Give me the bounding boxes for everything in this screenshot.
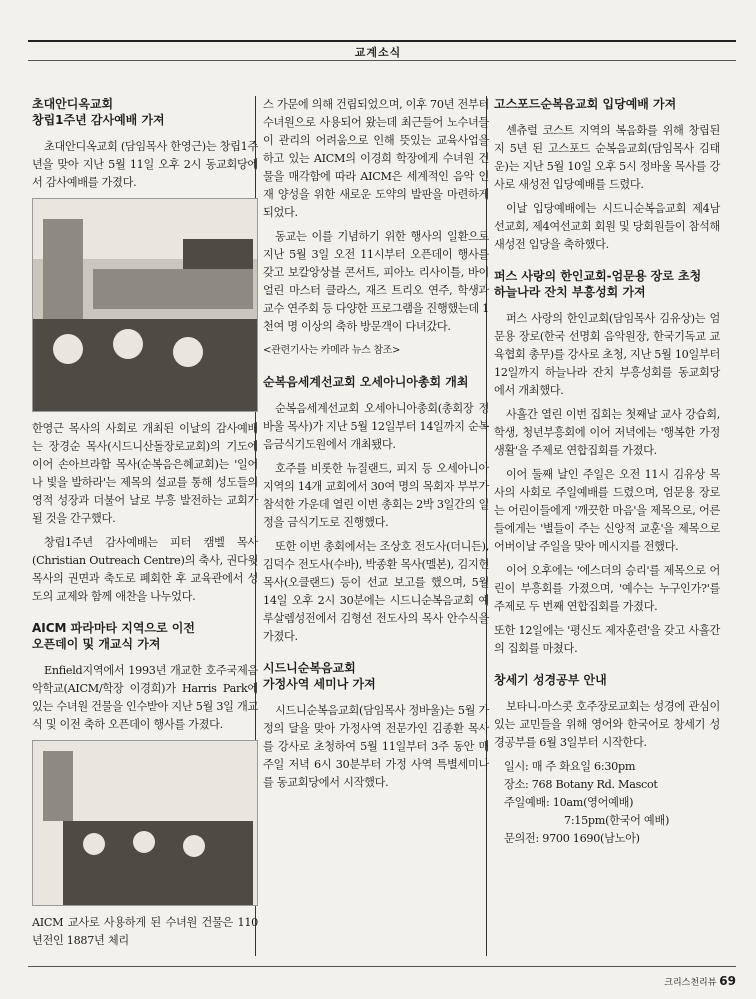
paragraph: 스 가문에 의해 건립되었으며, 이후 70년 전부터 수녀원으로 사용되어 왔는데 최근들어 노수녀들이 관리의 어려움으로 인해 뜻있는 교육사업을 하고 있는 AICM의 이경희 학장에게 수녀원 건물을 매각함에 따라 AICM은 세계적인 음악 인재 양성을 위한 새로운 도약의 발판을 마련하게 되었다. (263, 98, 489, 219)
info-line: 일시: 매 주 화요일 6:30pm (504, 760, 636, 773)
reference-note: <관련기사는 카메라 뉴스 참조> (263, 345, 401, 356)
article-title: 초대안디옥교회 창립1주년 감사예배 가져 (32, 97, 165, 127)
info-line: 주일예배: 10am(영어예배) (504, 796, 634, 809)
info-line: 장소: 768 Botany Rd. Mascot (504, 778, 658, 791)
top-rule-thin (28, 60, 736, 61)
paragraph: 또한 12일에는 '평신도 제자훈련'을 갖고 사흘간의 집회를 마쳤다. (494, 624, 720, 655)
info-line: 문의전: 9700 1690(남노아) (504, 832, 640, 845)
column-2 (263, 96, 489, 806)
article-aicm-continued (263, 96, 489, 360)
article-title: 퍼스 사랑의 한인교회-엄문용 장로 초청 하늘나라 잔치 부흥성회 가져 (494, 269, 702, 299)
paragraph: 순복음세계선교회 오세아니아총회(총회장 정바울 목사)가 지난 5월 12일부터 14일까지 순복음금식기도원에서 개최됐다. (263, 402, 489, 451)
paragraph: 센츄럴 코스트 지역의 복음화를 위해 창립된지 5년 된 고스포드 순복음교회(담임목사 김태운)는 지난 5월 10일 오후 5시 정바울 목사를 강사로 새성전 입당예배를 드렸다. (494, 124, 720, 191)
page-footer (664, 974, 736, 988)
article-title: 순복음세계선교회 오세아니아총회 개최 (263, 375, 469, 389)
paragraph: 창립1주년 감사예배는 피터 캠벨 목사(Christian Outreach Centre)의 축사, 권다윗 목사의 권면과 축도로 폐회한 후 교육관에서 성도의 교제와 함께 애찬을 나누었다. (32, 536, 258, 603)
info-line: 7:15pm(한국어 예배) (564, 814, 670, 827)
paragraph: 사흘간 열린 이번 집회는 첫째날 교사 강습회, 학생, 청년부흥회에 이어 저녁에는 '행복한 가정생활'을 주제로 연합집회를 가졌다. (494, 408, 720, 457)
paragraph: 또한 이번 총회에서는 조상호 전도사(더니든), 김덕수 전도사(수바), 박종환 목사(멜본), 김지헌 목사(오클랜드) 등이 선교 보고를 했으며, 5월 14일 오후 2시 30분에는 시드니순복음교회 예루살렘성전에서 김형선 전도사의 목사 안수식을 가졌다. (263, 540, 489, 643)
column-1 (32, 96, 258, 964)
article-gosford (494, 96, 720, 254)
photo-worship-service (32, 198, 258, 412)
paragraph: 이어 둘째 날인 주일은 오전 11시 김유상 목사의 사회로 주일예배를 드렸으며, 엄문용 장로는 어린이들에게 '깨끗한 마음'을 제목으로, 어른들에게는 '별들이 주는 신앙적 교훈'을 제목으로 어버이날 주일을 맞아 메시지를 전했다. (494, 468, 720, 553)
article-family-seminar (263, 660, 489, 792)
photo-music-school (32, 740, 258, 906)
paragraph: 한영근 목사의 사회로 개최된 이날의 감사예배는 장경순 목사(시드니산돌장로교회)의 기도에 이어 손아브라함 목사(순복음은혜교회)는 '일어나 빛을 발하라'는 제목의 설교를 통해 성도들의 영적 성장과 더불어 날로 부흥 발전하는 교회가 될 것을 간구했다. (32, 422, 258, 525)
article-aicm (32, 620, 258, 950)
paragraph: 초대안디옥교회 (담임목사 한영근)는 창립1주년을 맞아 지난 5월 11일 오후 2시 동교회당에서 감사예배를 가졌다. (32, 140, 258, 189)
paragraph: 보타니-마스콧 호주장로교회는 성경에 관심이 있는 교민들을 위해 영어와 한국어로 창세기 성경공부를 6월 3일부터 시작한다. (494, 700, 720, 749)
paragraph: 퍼스 사랑의 한인교회(담임목사 김유상)는 엄문용 장로(한국 선명회 음악원장, 한국기독교 교육협회 총무)를 강사로 초청, 지난 5월 10일부터 12일까지 하늘나라 잔치 부흥성회를 동교회당에서 개최했다. (494, 312, 720, 397)
article-perth-revival (494, 268, 720, 658)
top-rule (28, 40, 736, 42)
paragraph: Enfield지역에서 1993년 개교한 호주국제음악학교(AICM/학장 이경희)가 Harris Park에 있는 수녀원 건물을 인수받아 지난 5월 3일 개교식 및 이전 축하 오픈데이 행사를 가졌다. (32, 664, 258, 731)
article-title: 시드니순복음교회 가정사역 세미나 가져 (263, 661, 376, 691)
paragraph: 동교는 이를 기념하기 위한 행사의 일환으로 지난 5월 3일 오전 11시부터 오픈데이 행사를 갖고 보칼앙상블 콘서트, 피아노 리사이틀, 바이얼린 마스터 클라스, 재즈 트리오 연주, 학생과 교수 연주회 등 다양한 프로그램을 진행했는데 1천여 명 이상의 축하 방문객이 다녀갔다. (263, 230, 489, 333)
section-label: 교계소식 (354, 46, 402, 59)
article-title: 고스포드순복음교회 입당예배 가져 (494, 97, 677, 111)
article-oceania-assembly (263, 374, 489, 646)
page-number: 69 (719, 974, 736, 988)
bottom-rule (28, 966, 736, 967)
column-3 (494, 96, 720, 862)
article-antioch (32, 96, 258, 606)
publication-name: 크리스천리뷰 (664, 978, 717, 988)
article-title: AICM 파라마타 지역으로 이전 오픈데이 및 개교식 가져 (32, 621, 195, 651)
paragraph: 호주를 비롯한 뉴질랜드, 피지 등 오세아니아 지역의 14개 교회에서 30여 명의 목회자 부부가 참석한 가운데 열린 이번 총회는 2박 3일간의 일정을 금식기도로 진행했다. (263, 462, 489, 529)
photo-caption: AICM 교사로 사용하게 된 수녀원 건물은 110년전인 1887년 체리 (32, 916, 258, 947)
paragraph: 이어 오후에는 '에스더의 승리'를 제목으로 어린이 부흥회를 가졌으며, '예수는 누구인가?'를 주제로 두 번째 연합집회를 가졌다. (494, 564, 720, 613)
paragraph: 이날 입당예배에는 시드니순복음교회 제4남선교회, 제4여선교회 회원 및 당회원들이 참석해 새성전 입당을 축하했다. (494, 202, 720, 251)
article-genesis-study (494, 672, 720, 848)
article-title: 창세기 성경공부 안내 (494, 673, 607, 687)
paragraph: 시드니순복음교회(담임목사 정바울)는 5월 가정의 달을 맞아 가정사역 전문가인 김종환 목사를 강사로 초청하여 5월 11일부터 3주 동안 매 주일 저녁 6시 30분부터 가정 사역 특별세미나를 동교회당에서 시작했다. (263, 704, 489, 789)
